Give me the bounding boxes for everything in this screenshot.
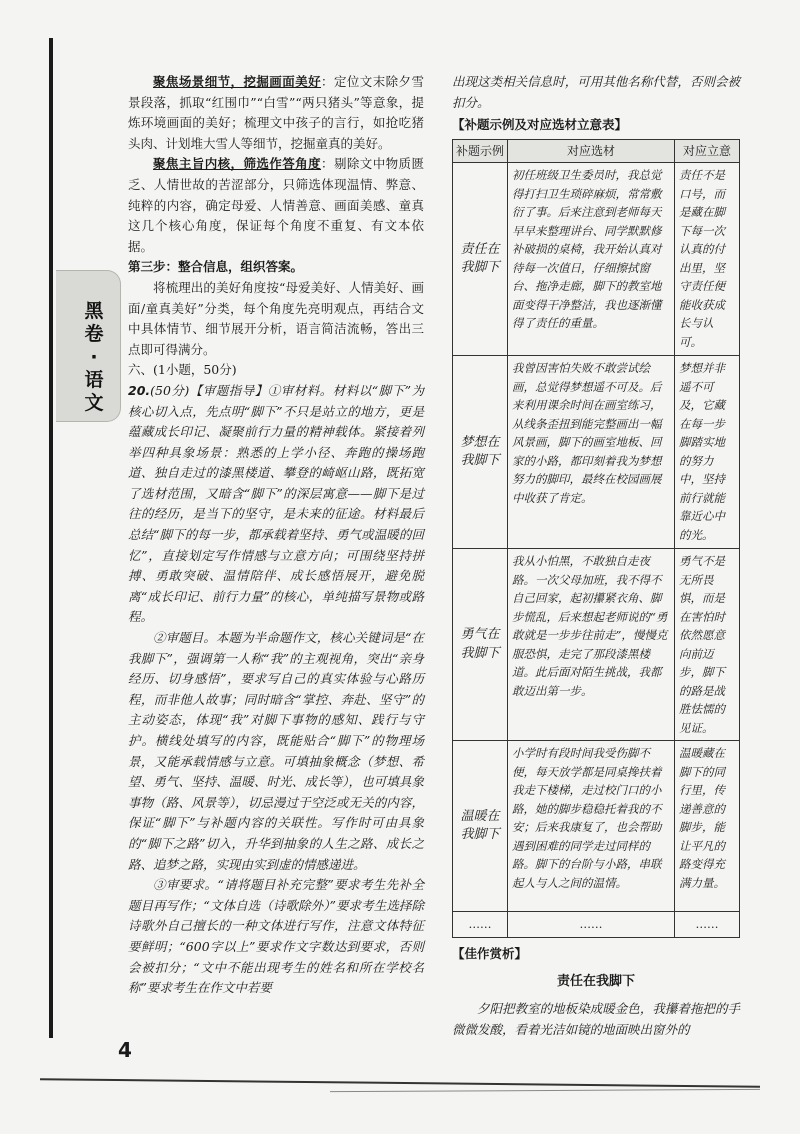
subject-tab-label: 黑卷·语文 — [84, 300, 104, 414]
footer-rule-secondary — [330, 1089, 760, 1092]
cell-topic: 责任在我脚下 — [453, 163, 508, 356]
paragraph-theme-body: ：剔除文中物质匮乏、人情世故的苦涩部分，只筛选体现温情、弊意、纯粹的内容，确定母爱、人情善意、画面美感、童真这几个核心角度，保证每个角度不重复、有文本依据。 — [128, 156, 424, 254]
part2-text: 本题为半命题作文，核心关键词是“在我脚下”，强调第一人称“我”的主观视角，突出“亲身经历、切身感悟”，要求写自己的真实体验与心路历程，而非他人故事；同时暗含“掌控、奔赴、坚守”的主动姿态，体现“我”对脚下事物的感知、践行与守护。横线处填写的内容，既能贴合“脚下”的物理场景，又能承载情感与立意。可填抽象概念（梦想、希望、勇气、坚持、温暖、时光、成长等），也可填具象事物（路、风景等），切忌漫过于空泛或无关的内容，保证“脚下”与补题内容的关联性。写作时可由具象的“脚下之路”切入，升华到抽象的人生之路、成长之路、追梦之路，实现由实到虚的情感递进。 — [128, 630, 424, 872]
cell-meaning: 梦想并非遥不可及，它藏在每一步脚踏实地的努力中，坚持前行就能靠近心中的光。 — [675, 356, 740, 549]
question-intro: (50分)【审题指导】 — [150, 382, 268, 398]
topic-table — [452, 139, 740, 938]
paragraph-scene — [128, 72, 424, 154]
cell-ellipsis: …… — [675, 912, 740, 938]
table-row-ellipsis — [453, 912, 740, 938]
question-part3 — [128, 875, 424, 999]
paragraph-theme-head: 聚焦主旨内核，筛选作答角度 — [153, 156, 322, 172]
cell-material: 小学时有段时间我受伤脚不便，每天放学都是同桌搀扶着我走下楼梯，走过校门口的小路，她的脚步稳稳托着我的不安；后来我康复了，也会帮助遇到困难的同学走过同样的路。脚下的台阶与小路，串联起人与人之间的温情。 — [508, 741, 675, 912]
cell-meaning: 勇气不是无所畏惧，而是在害怕时依然愿意向前迈步，脚下的路是战胜怯懦的见证。 — [675, 549, 740, 741]
part2-label: ②审题目。 — [153, 630, 216, 646]
step-three-heading: 第三步：整合信息，组织答案。 — [128, 259, 304, 275]
table-row — [453, 741, 740, 912]
cell-meaning: 责任不是口号，而是藏在脚下每一次认真的付出里，坚守责任便能收获成长与认可。 — [675, 163, 740, 356]
footer-rule — [40, 1078, 760, 1088]
review-heading: 【佳作赏析】 — [452, 945, 528, 961]
table-row — [453, 549, 740, 741]
continuation-text: 出现这类相关信息时，可用其他名称代替，否则会被扣分。 — [452, 74, 740, 110]
page-edge-bar — [49, 38, 53, 1038]
cell-meaning: 温暖藏在脚下的同行里，传递善意的脚步，能让平凡的路变得充满力量。 — [675, 741, 740, 912]
cell-material: 我曾因害怕失败不敢尝试绘画，总觉得梦想遥不可及。后来利用课余时间在画室练习，从线条歪扭到能完整画出一幅风景画，脚下的画室地板、回家的小路，都印刻着我为梦想努力的脚印，最终在校园画展中收获了肯定。 — [508, 356, 675, 549]
header-topic: 补题示例 — [453, 139, 508, 163]
paragraph-theme — [128, 154, 424, 257]
table-header-row — [453, 139, 740, 163]
paragraph-scene-head: 聚焦场景细节，挖掘画面美好 — [153, 74, 322, 89]
table-row — [453, 356, 740, 549]
table-title: 【补题示例及对应选材立意表】 — [452, 117, 628, 133]
paragraph-step-three: 将梳理出的美好角度按“母爱美好、人情美好、画面/童真美好”分类，每个角度先亮明观点，再结合文中具体情节、细节展开分析，语言简洁流畅，答出三点即可得满分。 — [128, 279, 424, 357]
essay-body: 夕阳把教室的地板染成暖金色，我攥着拖把的手微微发酸，看着光洁如镜的地面映出窗外的 — [452, 1000, 740, 1037]
part1-label: ①审材料。 — [267, 382, 333, 398]
part3-text: “请将题目补充完整”要求考生先补全题目再写作；“文体自选（诗歌除外）”要求考生选择除诗歌外自己擅长的一种文体进行写作，注意文体特征要鲜明；“600字以上”要求作文字数达到要求，否则会被扣分；“文中不能出现考生的姓名和所在学校名称”要求考生在作文中若要 — [128, 877, 424, 996]
part3-label: ③审要求。 — [153, 877, 218, 893]
table-row — [453, 163, 740, 356]
cell-topic: 温暖在我脚下 — [453, 741, 508, 912]
question-20 — [128, 381, 424, 628]
part1-text: 材料以“脚下”为核心切入点，先点明“脚下”不只是站立的地方，更是蕴藏成长印记、凝聚前行力量的精神载体。紧接着列举四种具象场景：熟悉的上学小径、奔跑的操场跑道、独自走过的漆黑楼道、攀登的崎岖山路，既拓宽了选材范围，又暗含“脚下”的深层寓意——脚下是过往的经历，是当下的坚守，是未来的征途。材料最后总结“脚下的每一步，都承载着坚持、勇气或温暖的回忆”，直接划定写作情感与立意方向；可围绕坚持拼搏、勇敢突破、温情陪伴、成长感悟展开，避免脱离“成长印记、前行力量”的核心，单纯描写景物或路程。 — [128, 382, 424, 625]
left-column — [128, 72, 424, 999]
header-material: 对应选材 — [508, 139, 675, 163]
question-part2 — [128, 628, 424, 875]
header-meaning: 对应立意 — [675, 139, 740, 163]
cell-ellipsis: …… — [508, 912, 675, 938]
cell-ellipsis: …… — [453, 912, 508, 938]
page-number: 4 — [118, 1038, 132, 1062]
section-heading: 六、(1小题，50分) — [128, 362, 237, 378]
question-number: 20. — [128, 382, 151, 398]
cell-material: 我从小怕黑，不敢独自走夜路。一次父母加班，我不得不自己回家，起初攥紧衣角、脚步慌乱，后来想起老师说的“勇敢就是一步步往前走”，慢慢克服恐惧，走完了那段漆黑楼道。此后面对陌生挑战，我都敢迈出第一步。 — [508, 549, 675, 741]
cell-material: 初任班级卫生委员时，我总觉得打扫卫生琐碎麻烦，常常敷衍了事。后来注意到老师每天早早来整理讲台、同学默默修补破损的桌椅，我开始认真对待每一次值日，仔细擦拭窗台、拖净走廊，脚下的教室地面变得干净整洁，我也逐渐懂得了责任的重量。 — [508, 163, 675, 356]
cell-topic: 梦想在我脚下 — [453, 356, 508, 549]
right-column — [452, 72, 740, 1040]
cell-topic: 勇气在我脚下 — [453, 549, 508, 741]
essay-title: 责任在我脚下 — [556, 974, 635, 990]
paragraph-scene-body: ：定位文末除夕雪景段落，抓取“红围巾”“白雪”“两只猪头”等意象，提炼环境画面的美好；梳理文中孩子的言行，如抢吃猪头肉、计划堆大雪人等细节，挖掘童真的美好。 — [128, 74, 424, 151]
